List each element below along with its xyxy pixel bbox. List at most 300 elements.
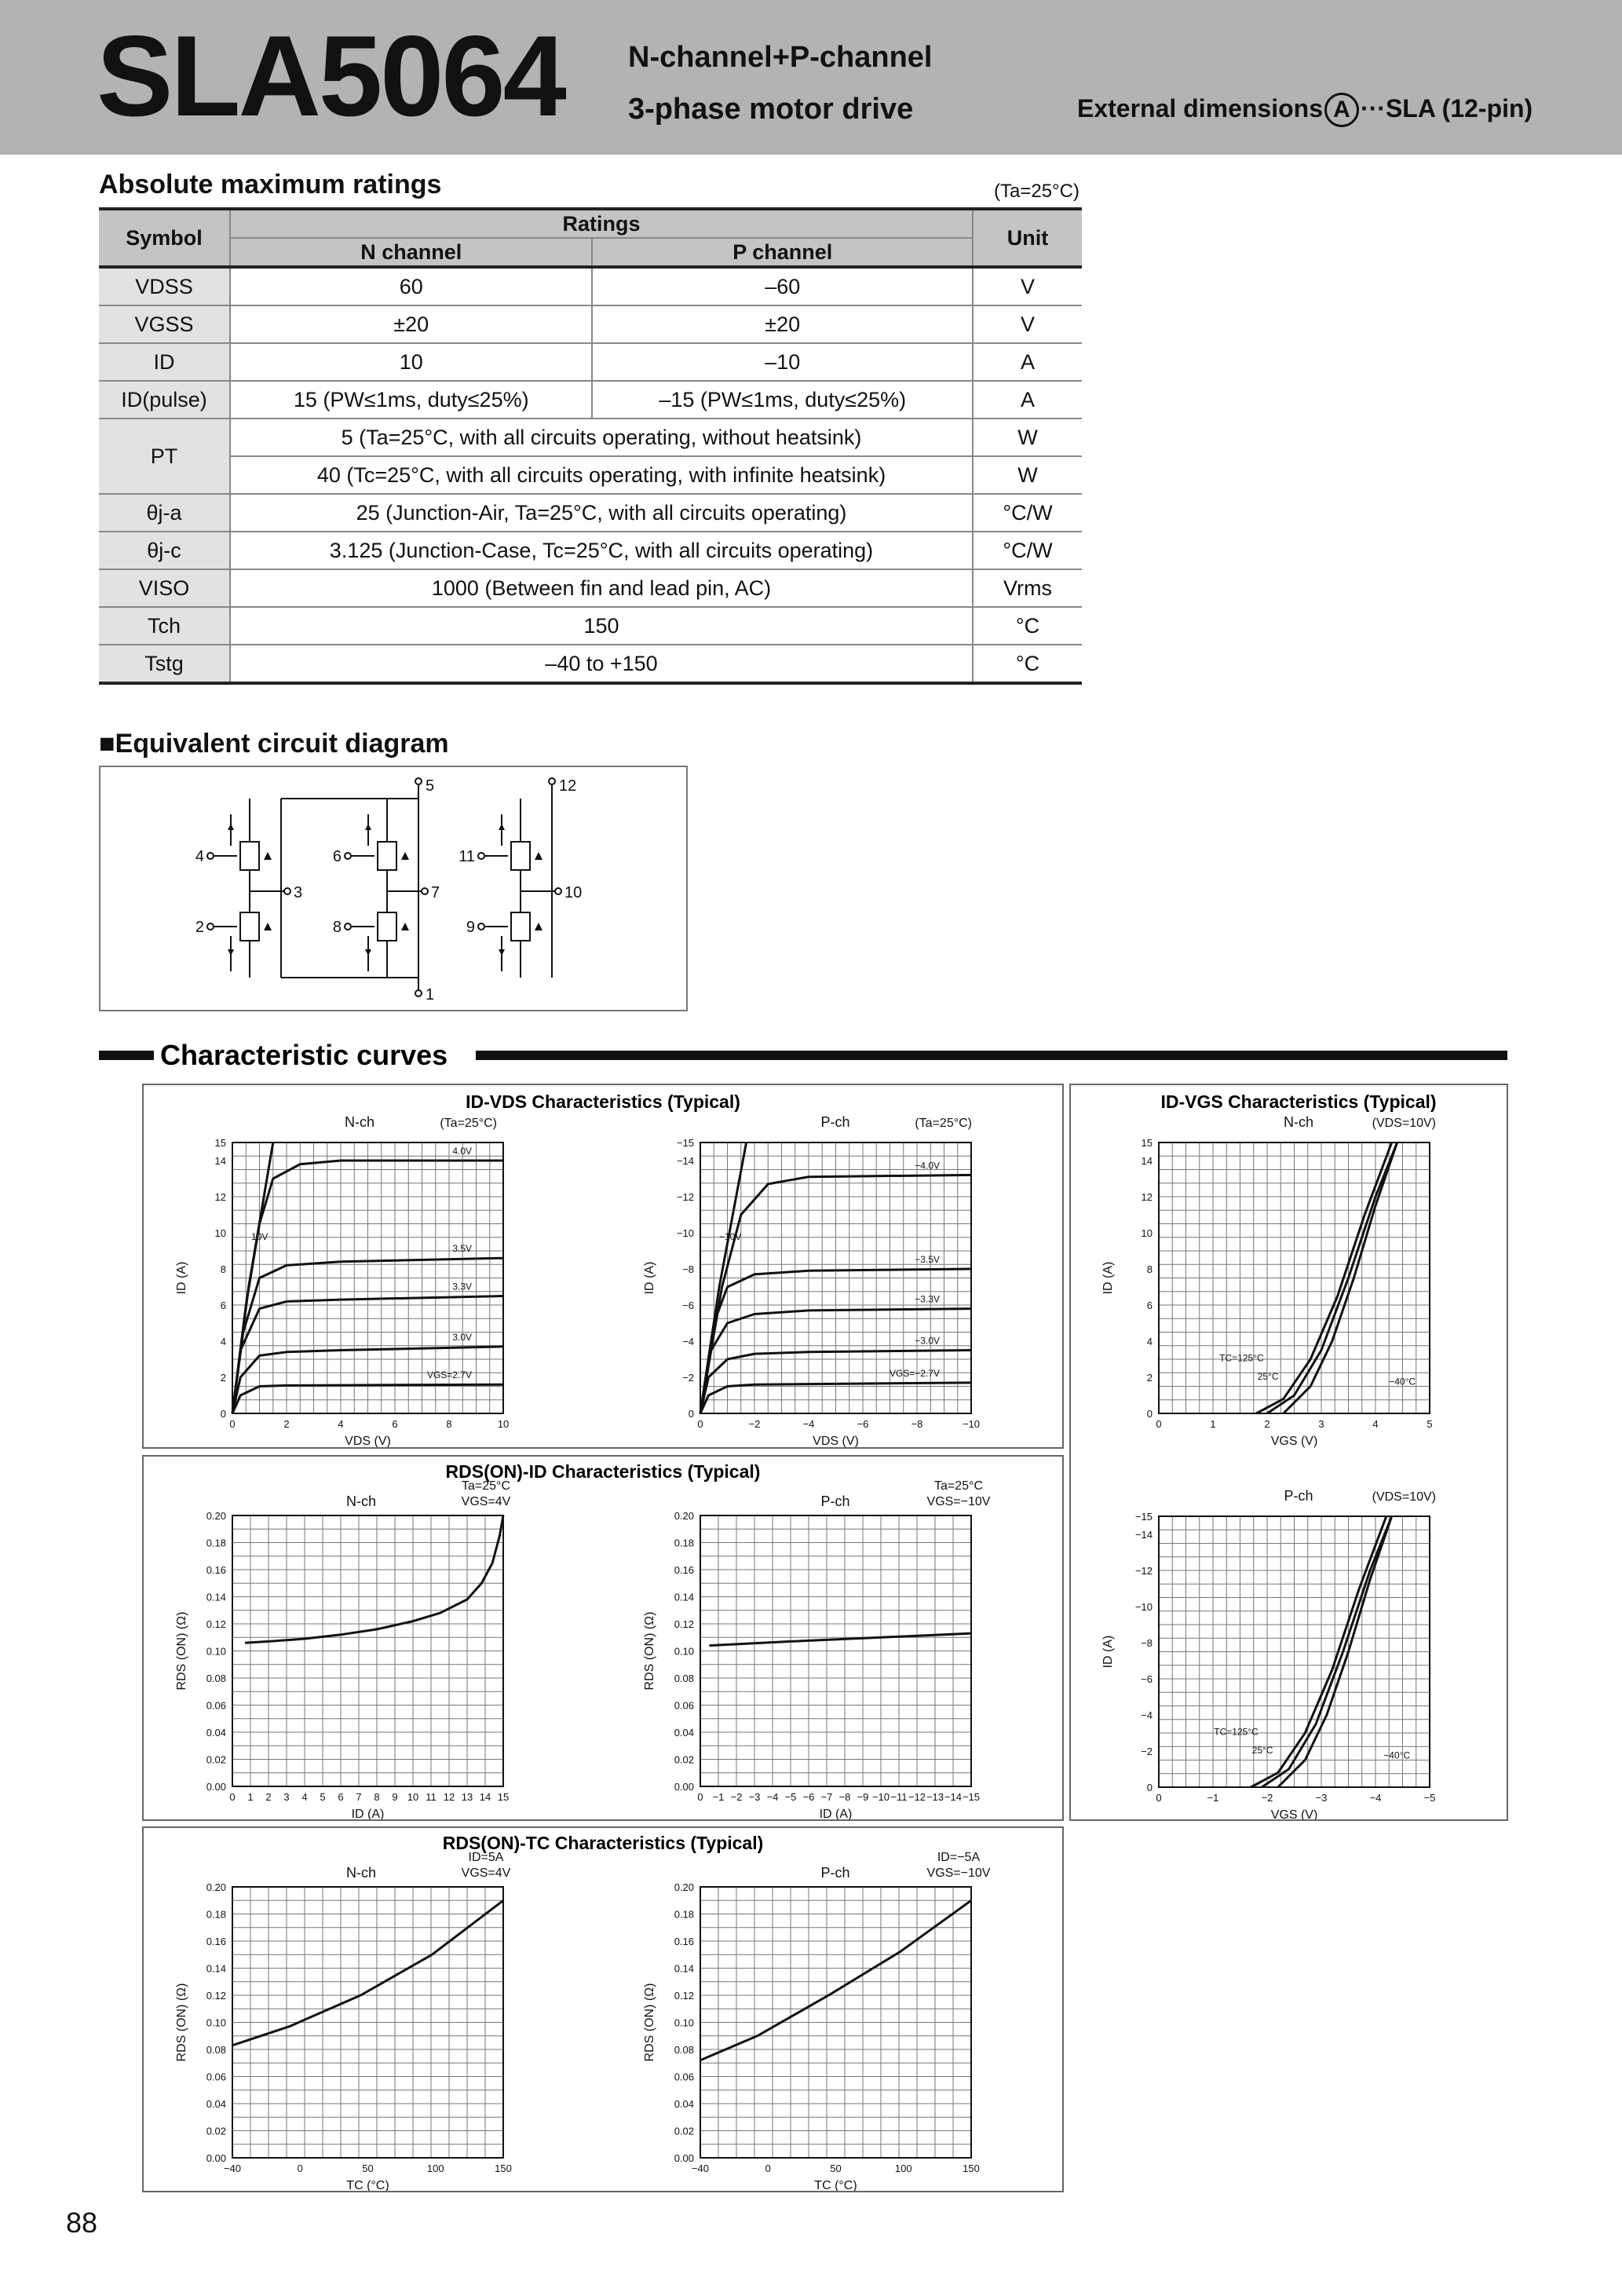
series-line xyxy=(700,1900,971,2060)
x-tick-label: 9 xyxy=(392,1791,398,1803)
x-tick-label: 150 xyxy=(495,2163,512,2174)
pin-label: 6 xyxy=(332,848,342,865)
x-tick-label: 2 xyxy=(265,1791,272,1803)
amr-body xyxy=(99,267,1082,683)
pin-label: 4 xyxy=(195,848,204,865)
equivalent-circuit-box xyxy=(99,766,688,1011)
y-tick-label: 0.02 xyxy=(674,1753,694,1766)
chart-subtitle: N-ch xyxy=(1283,1114,1314,1130)
y-tick-label: 0.10 xyxy=(206,1645,226,1658)
y-tick-label: 0.12 xyxy=(206,1618,226,1630)
y-tick-label: 0.08 xyxy=(206,2044,226,2056)
output-terminal xyxy=(284,888,290,894)
chart-condition: VGS=−10V xyxy=(926,1495,991,1508)
series-line xyxy=(710,1633,972,1646)
upper-fet xyxy=(378,842,396,870)
output-terminal xyxy=(555,888,561,894)
x-tick-label: 0 xyxy=(229,1791,236,1803)
amr-p-value: –10 xyxy=(592,343,973,381)
pin-label: 2 xyxy=(195,919,204,936)
chart-idvds-n xyxy=(175,1114,509,1447)
th-n-channel: N channel xyxy=(230,238,592,267)
series-label: 25°C xyxy=(1257,1371,1279,1382)
y-axis-label: RDS (ON) (Ω) xyxy=(175,1983,188,2062)
y-tick-label: 0.14 xyxy=(674,1962,694,1975)
x-tick-label: 4 xyxy=(1372,1418,1379,1430)
y-axis-label: RDS (ON) (Ω) xyxy=(643,1611,656,1691)
x-tick-label: 1 xyxy=(247,1791,254,1803)
panel-idvds-title: ID-VDS Characteristics (Typical) xyxy=(466,1091,740,1112)
y-tick-label: 0.10 xyxy=(674,1645,694,1658)
x-tick-label: −5 xyxy=(784,1791,797,1803)
amr-n-value: ±20 xyxy=(230,305,592,343)
plot-grid xyxy=(700,1515,971,1786)
amr-symbol: VISO xyxy=(99,569,230,607)
panel-idvgs xyxy=(1069,1084,1508,1821)
x-tick-label: 6 xyxy=(338,1791,344,1803)
pin-label: 11 xyxy=(458,848,475,865)
chart-subtitle: N-ch xyxy=(345,1865,377,1881)
gate-terminal xyxy=(478,923,484,930)
y-tick-label: −6 xyxy=(1141,1673,1153,1685)
amr-rating: 40 (Tc=25°C, with all circuits operating, with infinite heatsink) xyxy=(230,456,973,494)
chart-condition: Ta=25°C xyxy=(462,1479,510,1493)
y-tick-label: 0.12 xyxy=(206,1990,226,2002)
x-tick-label: −40 xyxy=(223,2163,242,2174)
panel-rdsid-title: RDS(ON)-ID Characteristics (Typical) xyxy=(445,1461,761,1482)
x-tick-label: 0 xyxy=(765,2163,771,2174)
pin-terminal xyxy=(415,778,422,784)
y-tick-label: 0.12 xyxy=(674,1618,694,1630)
y-tick-label: 0.04 xyxy=(674,1727,694,1738)
chart-subtitle: P-ch xyxy=(1284,1488,1313,1504)
x-tick-label: 15 xyxy=(497,1791,510,1803)
x-tick-label: −15 xyxy=(962,1791,981,1803)
y-tick-label: 8 xyxy=(1146,1263,1153,1275)
th-unit: Unit xyxy=(973,209,1082,267)
y-tick-label: 0.16 xyxy=(674,1936,694,1947)
amr-title: Absolute maximum ratings xyxy=(99,170,442,199)
subtitle-line1: N-channel+P-channel xyxy=(628,41,933,74)
y-tick-label: 4 xyxy=(1146,1336,1153,1347)
y-tick-label: 0.06 xyxy=(674,2071,694,2083)
series-label: 3.3V xyxy=(452,1281,472,1292)
x-tick-label: 150 xyxy=(963,2163,980,2174)
amr-n-value: 60 xyxy=(230,267,592,305)
series-label: VGS=2.7V xyxy=(426,1369,472,1381)
circuit-phase-u xyxy=(195,799,302,978)
y-tick-label: −2 xyxy=(682,1372,694,1384)
y-tick-label: 0.14 xyxy=(674,1591,694,1603)
chart-idvds-p xyxy=(643,1114,980,1447)
x-tick-label: 12 xyxy=(443,1791,455,1803)
x-tick-label: 100 xyxy=(894,2163,912,2174)
panel-rdsid xyxy=(142,1455,1064,1821)
amr-unit: V xyxy=(973,267,1082,305)
output-terminal xyxy=(422,888,428,894)
gate-terminal xyxy=(207,853,214,859)
x-tick-label: −13 xyxy=(926,1791,944,1803)
th-ratings: Ratings xyxy=(230,209,973,238)
y-tick-label: −14 xyxy=(676,1155,694,1167)
lower-fet xyxy=(511,912,530,941)
panel-rdstc-svg xyxy=(144,1828,1062,2191)
pin-terminal xyxy=(415,990,422,996)
panel-rdstc xyxy=(142,1826,1064,2192)
y-tick-label: 2 xyxy=(220,1372,226,1384)
y-tick-label: 0.08 xyxy=(674,2044,694,2056)
plot-grid xyxy=(232,1515,503,1786)
amr-condition: (Ta=25°C) xyxy=(994,181,1080,202)
x-tick-label: −7 xyxy=(820,1791,833,1803)
y-tick-label: 0.20 xyxy=(674,1510,694,1522)
y-tick-label: 0.10 xyxy=(674,2016,694,2029)
chart-idvgs-n xyxy=(1101,1114,1436,1448)
amr-rating: 150 xyxy=(230,607,973,645)
y-tick-label: 12 xyxy=(1141,1191,1153,1203)
amr-unit: A xyxy=(973,343,1082,381)
series-label: 25°C xyxy=(1251,1745,1273,1756)
body-diode-icon xyxy=(401,852,409,860)
chart-condition: ID=5A xyxy=(468,1851,504,1864)
chart-condition: ID=−5A xyxy=(937,1851,981,1864)
series-label: −3.0V xyxy=(915,1335,940,1347)
chart-subtitle: P-ch xyxy=(820,1865,850,1881)
x-tick-label: −8 xyxy=(838,1791,851,1803)
plot-grid xyxy=(700,1887,971,2158)
amr-row xyxy=(99,607,1082,645)
x-tick-label: −8 xyxy=(911,1418,923,1430)
amr-n-value: 10 xyxy=(230,343,592,381)
subtitle-line2: 3-phase motor drive xyxy=(628,93,914,126)
x-tick-label: 4 xyxy=(338,1418,344,1430)
y-tick-label: 0 xyxy=(1146,1408,1153,1420)
lower-fet xyxy=(240,912,259,941)
x-tick-label: 8 xyxy=(374,1791,380,1803)
x-tick-label: −10 xyxy=(962,1418,981,1430)
series-label: −4.0V xyxy=(915,1160,940,1172)
amr-symbol: VGSS xyxy=(99,305,230,343)
y-tick-label: 15 xyxy=(214,1137,226,1149)
lower-fet xyxy=(378,912,396,941)
y-tick-label: 0.00 xyxy=(674,1781,694,1793)
circuit-phase-w xyxy=(458,799,582,978)
y-tick-label: 0.14 xyxy=(206,1962,226,1975)
x-axis-label: TC (°C) xyxy=(346,2179,389,2191)
amr-unit: °C xyxy=(973,645,1082,683)
amr-row xyxy=(99,343,1082,381)
x-tick-label: 6 xyxy=(392,1418,398,1430)
y-tick-label: 0.16 xyxy=(206,1564,226,1576)
x-axis-label: ID (A) xyxy=(819,1808,853,1819)
upper-fet xyxy=(240,842,259,870)
body-diode-icon xyxy=(401,923,409,930)
y-tick-label: 0.00 xyxy=(206,2152,226,2164)
y-tick-label: 0 xyxy=(220,1408,226,1420)
y-tick-label: −2 xyxy=(1141,1746,1153,1757)
x-tick-label: 50 xyxy=(362,2163,374,2174)
amr-row xyxy=(99,456,1082,494)
y-tick-label: 6 xyxy=(220,1300,226,1311)
amr-symbol: VDSS xyxy=(99,267,230,305)
x-tick-label: 2 xyxy=(283,1418,290,1430)
y-tick-label: 0.04 xyxy=(674,2098,694,2110)
x-tick-label: −4 xyxy=(766,1791,779,1803)
chart-condition: VGS=4V xyxy=(461,1495,511,1508)
amr-table xyxy=(99,207,1082,685)
x-tick-label: −40 xyxy=(691,2163,710,2174)
amr-row xyxy=(99,532,1082,569)
page-number: 88 xyxy=(66,2206,98,2239)
x-tick-label: 10 xyxy=(497,1418,510,1430)
body-diode-icon xyxy=(264,852,272,860)
amr-symbol: PT xyxy=(99,419,230,494)
th-symbol: Symbol xyxy=(99,209,230,267)
y-tick-label: 10 xyxy=(1141,1227,1153,1239)
y-tick-label: 0 xyxy=(1146,1782,1153,1793)
external-dimensions xyxy=(1077,93,1532,127)
x-tick-label: −10 xyxy=(871,1791,890,1803)
chart-condition: (VDS=10V) xyxy=(1372,1117,1436,1130)
amr-row xyxy=(99,645,1082,683)
curves-title: Characteristic curves xyxy=(160,1039,448,1071)
x-tick-label: 11 xyxy=(426,1791,437,1803)
y-tick-label: 0.00 xyxy=(674,2152,694,2164)
y-tick-label: 0.20 xyxy=(206,1510,226,1522)
x-tick-label: 13 xyxy=(461,1791,473,1803)
amr-row xyxy=(99,569,1082,607)
series-label: 10V xyxy=(251,1231,269,1242)
y-tick-label: 0.10 xyxy=(206,2016,226,2029)
amr-p-value: –60 xyxy=(592,267,973,305)
y-tick-label: 0.12 xyxy=(674,1990,694,2002)
x-axis-label: ID (A) xyxy=(351,1808,385,1819)
chart-condition: (Ta=25°C) xyxy=(440,1117,497,1130)
chart-idvgs-p xyxy=(1101,1488,1436,1819)
amr-symbol: ID xyxy=(99,343,230,381)
body-diode-icon xyxy=(535,923,542,930)
y-tick-label: −12 xyxy=(676,1191,694,1203)
x-tick-label: −11 xyxy=(890,1791,908,1803)
y-tick-label: 0.20 xyxy=(206,1881,226,1893)
upper-fet xyxy=(511,842,530,870)
y-tick-label: 0.14 xyxy=(206,1591,226,1603)
amr-rating: 25 (Junction-Air, Ta=25°C, with all circuits operating) xyxy=(230,494,973,532)
series-label: 4.0V xyxy=(452,1146,472,1157)
x-tick-label: 1 xyxy=(1210,1418,1216,1430)
chart-condition: VGS=−10V xyxy=(926,1866,991,1880)
chart-rdstc-p xyxy=(643,1851,991,2191)
x-tick-label: −9 xyxy=(857,1791,869,1803)
y-tick-label: 0.06 xyxy=(674,1699,694,1712)
y-tick-label: 0.18 xyxy=(206,1537,226,1549)
y-tick-label: 4 xyxy=(220,1336,226,1347)
x-tick-label: −2 xyxy=(1261,1792,1273,1804)
x-tick-label: −3 xyxy=(1315,1792,1328,1804)
x-tick-label: −2 xyxy=(730,1791,743,1803)
y-tick-label: 0.18 xyxy=(674,1908,694,1921)
chart-rdsid-n xyxy=(175,1479,511,1819)
x-tick-label: −5 xyxy=(1423,1792,1436,1804)
y-axis-label: ID (A) xyxy=(1101,1261,1115,1295)
body-diode-icon xyxy=(264,923,272,930)
amr-unit: °C/W xyxy=(973,532,1082,569)
y-tick-label: 8 xyxy=(220,1263,226,1275)
series-label: −3.5V xyxy=(915,1254,940,1265)
chart-subtitle: P-ch xyxy=(820,1114,850,1130)
pin-label: 9 xyxy=(466,919,475,936)
y-axis-label: ID (A) xyxy=(1101,1635,1115,1669)
series-line xyxy=(232,1900,503,2046)
gate-terminal xyxy=(207,923,214,930)
y-tick-label: −8 xyxy=(682,1263,694,1275)
circuit-diagram xyxy=(100,767,686,1010)
x-tick-label: −4 xyxy=(802,1418,815,1430)
y-tick-label: 0.02 xyxy=(674,2125,694,2137)
series-label: 3.0V xyxy=(452,1331,472,1343)
gate-terminal xyxy=(345,853,351,859)
panel-idvds xyxy=(142,1084,1064,1449)
x-tick-label: 0 xyxy=(697,1418,703,1430)
pin-label: 5 xyxy=(426,777,435,795)
amr-unit: A xyxy=(973,381,1082,419)
x-axis-label: VGS (V) xyxy=(1270,1808,1318,1819)
pin-label: 3 xyxy=(294,884,303,901)
x-tick-label: 5 xyxy=(1427,1418,1433,1430)
x-tick-label: 0 xyxy=(1156,1418,1162,1430)
pin-label: 10 xyxy=(564,884,583,901)
y-tick-label: 0.18 xyxy=(674,1537,694,1549)
x-tick-label: 5 xyxy=(320,1791,326,1803)
chart-rdstc-n xyxy=(175,1851,512,2191)
chart-condition: (Ta=25°C) xyxy=(915,1117,972,1130)
x-tick-label: 8 xyxy=(446,1418,452,1430)
y-tick-label: 12 xyxy=(214,1191,226,1203)
series-label: 3.5V xyxy=(452,1243,472,1255)
chart-subtitle: N-ch xyxy=(345,1493,377,1509)
panel-idvgs-svg xyxy=(1071,1085,1507,1819)
y-tick-label: 0.06 xyxy=(206,1699,226,1712)
x-tick-label: −12 xyxy=(908,1791,926,1803)
amr-row xyxy=(99,267,1082,305)
y-tick-label: 0.02 xyxy=(206,1753,226,1766)
x-tick-label: 3 xyxy=(283,1791,290,1803)
amr-symbol: θj-c xyxy=(99,532,230,569)
x-axis-label: VDS (V) xyxy=(345,1435,391,1447)
amr-row xyxy=(99,381,1082,419)
amr-symbol: ID(pulse) xyxy=(99,381,230,419)
panel-rdsid-svg xyxy=(144,1457,1062,1819)
amr-rating: 1000 (Between fin and lead pin, AC) xyxy=(230,569,973,607)
x-axis-label: VDS (V) xyxy=(813,1435,859,1447)
pin-label: 1 xyxy=(426,986,435,1004)
y-tick-label: 14 xyxy=(214,1155,226,1167)
y-tick-label: 0.04 xyxy=(206,2098,226,2110)
ext-suffix: ···SLA (12-pin) xyxy=(1360,94,1533,122)
x-tick-label: −6 xyxy=(857,1418,869,1430)
y-axis-label: RDS (ON) (Ω) xyxy=(175,1611,188,1691)
y-tick-label: −8 xyxy=(1141,1637,1153,1649)
x-tick-label: 0 xyxy=(1156,1792,1162,1804)
y-tick-label: −4 xyxy=(682,1336,694,1347)
y-tick-label: −10 xyxy=(1134,1601,1153,1613)
y-tick-label: −4 xyxy=(1141,1709,1153,1721)
series-label: −40°C xyxy=(1383,1749,1411,1761)
x-tick-label: 0 xyxy=(297,2163,303,2174)
circuit-phase-v xyxy=(333,799,440,978)
amr-n-value: 15 (PW≤1ms, duty≤25%) xyxy=(230,381,592,419)
y-tick-label: 0.00 xyxy=(206,1781,226,1793)
series-label: −3.3V xyxy=(915,1293,940,1305)
amr-unit: °C xyxy=(973,607,1082,645)
th-p-channel: P channel xyxy=(592,238,973,267)
x-axis-label: VGS (V) xyxy=(1270,1435,1318,1448)
y-tick-label: 6 xyxy=(1146,1300,1153,1311)
y-tick-label: −6 xyxy=(682,1300,694,1311)
ext-circle: A xyxy=(1324,93,1359,127)
y-tick-label: 0.06 xyxy=(206,2071,226,2083)
y-tick-label: 0.04 xyxy=(206,1727,226,1738)
amr-symbol: Tstg xyxy=(99,645,230,683)
x-tick-label: 4 xyxy=(301,1791,308,1803)
x-tick-label: 0 xyxy=(697,1791,703,1803)
y-tick-label: 2 xyxy=(1146,1372,1153,1384)
chart-rdsid-p xyxy=(643,1479,991,1819)
series-label: VGS=−2.7V xyxy=(889,1367,940,1379)
series-label: −40°C xyxy=(1389,1376,1416,1387)
chart-subtitle: N-ch xyxy=(344,1114,375,1130)
body-diode-icon xyxy=(535,852,542,860)
y-tick-label: 0.08 xyxy=(674,1673,694,1684)
x-tick-label: −3 xyxy=(748,1791,761,1803)
y-tick-label: 0.08 xyxy=(206,1673,226,1684)
amr-row xyxy=(99,419,1082,456)
series-label: TC=125°C xyxy=(1219,1352,1264,1364)
x-tick-label: −4 xyxy=(1369,1792,1382,1804)
y-tick-label: 0.16 xyxy=(674,1564,694,1576)
y-axis-label: ID (A) xyxy=(175,1261,188,1295)
panel-idvds-svg xyxy=(144,1085,1062,1447)
x-tick-label: 14 xyxy=(479,1791,491,1803)
y-tick-label: 0.02 xyxy=(206,2125,226,2137)
panel-idvgs-title: ID-VGS Characteristics (Typical) xyxy=(1160,1091,1437,1112)
amr-unit: W xyxy=(973,419,1082,456)
x-tick-label: 10 xyxy=(407,1791,419,1803)
amr-unit: °C/W xyxy=(973,494,1082,532)
ext-prefix: External dimensions xyxy=(1077,94,1323,122)
x-tick-label: −6 xyxy=(802,1791,815,1803)
chart-condition: VGS=4V xyxy=(461,1866,511,1880)
plot-grid xyxy=(1159,1516,1430,1787)
header-band xyxy=(0,0,1622,155)
y-tick-label: 0.18 xyxy=(206,1908,226,1921)
x-tick-label: 50 xyxy=(830,2163,842,2174)
curves-section-bar xyxy=(99,1038,1507,1073)
x-tick-label: −1 xyxy=(1207,1792,1219,1804)
part-number: SLA5064 xyxy=(97,12,564,140)
y-tick-label: 0.20 xyxy=(674,1881,694,1893)
amr-unit: V xyxy=(973,305,1082,343)
x-tick-label: −14 xyxy=(944,1791,963,1803)
y-tick-label: −14 xyxy=(1134,1529,1153,1541)
y-tick-label: 15 xyxy=(1141,1137,1153,1149)
y-tick-label: −15 xyxy=(676,1137,694,1149)
x-tick-label: 7 xyxy=(356,1791,362,1803)
gate-terminal xyxy=(345,923,351,930)
y-tick-label: 14 xyxy=(1141,1155,1153,1167)
y-tick-label: 0.16 xyxy=(206,1936,226,1947)
x-tick-label: 3 xyxy=(1318,1418,1324,1430)
